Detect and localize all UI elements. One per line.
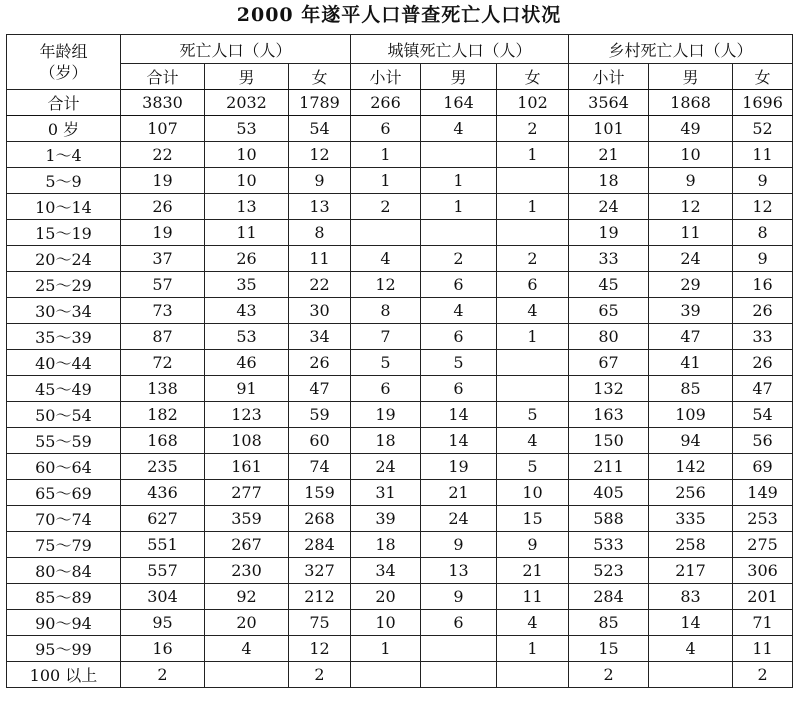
age-group-cell: 80～84: [7, 558, 121, 584]
table-cell: 19: [121, 168, 205, 194]
table-cell: 11: [205, 220, 289, 246]
table-cell: 26: [289, 350, 351, 376]
table-cell: 37: [121, 246, 205, 272]
table-cell: 3564: [569, 90, 649, 116]
table-cell: 327: [289, 558, 351, 584]
table-cell: 80: [569, 324, 649, 350]
table-cell: 21: [569, 142, 649, 168]
table-cell: 26: [733, 350, 793, 376]
table-row: [7, 246, 793, 272]
age-group-cell: 55～59: [7, 428, 121, 454]
table-cell: 15: [497, 506, 569, 532]
table-cell: 266: [351, 90, 421, 116]
table-row: [7, 142, 793, 168]
table-cell: 33: [733, 324, 793, 350]
age-group-cell: 60～64: [7, 454, 121, 480]
table-cell: 551: [121, 532, 205, 558]
table-cell: 523: [569, 558, 649, 584]
subheader-rural-male: 男: [649, 64, 733, 90]
table-cell: 159: [289, 480, 351, 506]
age-group-cell: 70～74: [7, 506, 121, 532]
table-cell: 26: [205, 246, 289, 272]
table-cell: 12: [733, 194, 793, 220]
table-row: [7, 168, 793, 194]
table-cell: 19: [569, 220, 649, 246]
table-body: [7, 90, 793, 688]
table-cell: 277: [205, 480, 289, 506]
table-cell: 1789: [289, 90, 351, 116]
table-cell: 405: [569, 480, 649, 506]
table-cell: [421, 142, 497, 168]
table-cell: 7: [351, 324, 421, 350]
table-cell: 11: [289, 246, 351, 272]
table-cell: 123: [205, 402, 289, 428]
table-cell: 10: [205, 168, 289, 194]
table-cell: 2: [421, 246, 497, 272]
table-cell: 211: [569, 454, 649, 480]
age-group-cell: 40～44: [7, 350, 121, 376]
table-cell: 22: [289, 272, 351, 298]
table-row: [7, 532, 793, 558]
age-group-cell: 10～14: [7, 194, 121, 220]
table-cell: 83: [649, 584, 733, 610]
subheader-urban-subtotal: 小计: [351, 64, 421, 90]
table-cell: 18: [351, 532, 421, 558]
table-cell: 20: [205, 610, 289, 636]
table-cell: 67: [569, 350, 649, 376]
table-cell: 30: [289, 298, 351, 324]
table-cell: 53: [205, 324, 289, 350]
subheader-total: 合计: [121, 64, 205, 90]
table-cell: 49: [649, 116, 733, 142]
table-cell: 53: [205, 116, 289, 142]
table-cell: 108: [205, 428, 289, 454]
table-cell: 9: [421, 584, 497, 610]
table-cell: 533: [569, 532, 649, 558]
table-row: [7, 194, 793, 220]
table-cell: 4: [205, 636, 289, 662]
table-cell: 1: [351, 142, 421, 168]
table-cell: 11: [497, 584, 569, 610]
table-cell: 256: [649, 480, 733, 506]
table-row: [7, 298, 793, 324]
table-cell: 335: [649, 506, 733, 532]
table-cell: 6: [351, 376, 421, 402]
age-group-cell: 50～54: [7, 402, 121, 428]
table-cell: 18: [569, 168, 649, 194]
subheader-urban-female: 女: [497, 64, 569, 90]
table-cell: 436: [121, 480, 205, 506]
table-cell: 1: [421, 168, 497, 194]
age-group-cell: 95～99: [7, 636, 121, 662]
table-cell: 253: [733, 506, 793, 532]
table-cell: 85: [649, 376, 733, 402]
table-cell: 12: [649, 194, 733, 220]
table-cell: 6: [421, 272, 497, 298]
table-cell: 92: [205, 584, 289, 610]
table-cell: [497, 376, 569, 402]
table-cell: 19: [421, 454, 497, 480]
table-cell: 268: [289, 506, 351, 532]
table-cell: 16: [733, 272, 793, 298]
table-cell: [421, 636, 497, 662]
table-cell: 39: [351, 506, 421, 532]
table-cell: 22: [121, 142, 205, 168]
table-cell: 109: [649, 402, 733, 428]
table-cell: 275: [733, 532, 793, 558]
table-cell: 201: [733, 584, 793, 610]
table-cell: 306: [733, 558, 793, 584]
subheader-rural-subtotal: 小计: [569, 64, 649, 90]
table-cell: 102: [497, 90, 569, 116]
table-cell: 138: [121, 376, 205, 402]
table-cell: 235: [121, 454, 205, 480]
table-cell: 73: [121, 298, 205, 324]
age-group-cell: 1～4: [7, 142, 121, 168]
urban-deaths-header: 城镇死亡人口（人）: [351, 35, 569, 64]
table-cell: 14: [421, 402, 497, 428]
age-group-cell: 45～49: [7, 376, 121, 402]
table-cell: 1: [497, 142, 569, 168]
table-cell: 10: [649, 142, 733, 168]
subheader-urban-male: 男: [421, 64, 497, 90]
table-cell: 12: [289, 636, 351, 662]
table-cell: 4: [421, 116, 497, 142]
table-cell: 52: [733, 116, 793, 142]
table-cell: 13: [421, 558, 497, 584]
table-cell: 1: [497, 636, 569, 662]
table-cell: 6: [421, 610, 497, 636]
table-cell: 47: [649, 324, 733, 350]
subheader-female: 女: [289, 64, 351, 90]
table-cell: [205, 662, 289, 688]
table-cell: 14: [421, 428, 497, 454]
table-cell: 8: [351, 298, 421, 324]
table-cell: 6: [497, 272, 569, 298]
table-row: [7, 376, 793, 402]
table-cell: 24: [569, 194, 649, 220]
table-cell: 182: [121, 402, 205, 428]
age-group-header: [7, 35, 121, 90]
table-cell: 627: [121, 506, 205, 532]
table-cell: 47: [289, 376, 351, 402]
table-cell: 69: [733, 454, 793, 480]
table-cell: 2032: [205, 90, 289, 116]
table-cell: [421, 220, 497, 246]
table-cell: 94: [649, 428, 733, 454]
table-row: [7, 324, 793, 350]
table-cell: 284: [569, 584, 649, 610]
table-cell: 13: [205, 194, 289, 220]
table-cell: 304: [121, 584, 205, 610]
table-cell: 132: [569, 376, 649, 402]
table-cell: 142: [649, 454, 733, 480]
table-cell: 57: [121, 272, 205, 298]
age-group-cell: 20～24: [7, 246, 121, 272]
table-row: [7, 480, 793, 506]
total-row: [7, 90, 793, 116]
table-cell: 8: [289, 220, 351, 246]
table-cell: 19: [121, 220, 205, 246]
table-cell: 5: [421, 350, 497, 376]
table-cell: 29: [649, 272, 733, 298]
table-row: [7, 558, 793, 584]
table-cell: 2: [351, 194, 421, 220]
table-cell: 20: [351, 584, 421, 610]
table-cell: 1: [497, 194, 569, 220]
table-cell: 10: [351, 610, 421, 636]
table-cell: 9: [421, 532, 497, 558]
table-cell: 45: [569, 272, 649, 298]
table-cell: 41: [649, 350, 733, 376]
table-cell: 35: [205, 272, 289, 298]
table-cell: 47: [733, 376, 793, 402]
table-cell: 3830: [121, 90, 205, 116]
table-cell: [351, 220, 421, 246]
table-cell: 21: [421, 480, 497, 506]
table-cell: 72: [121, 350, 205, 376]
table-cell: 87: [121, 324, 205, 350]
table-cell: 26: [121, 194, 205, 220]
table-cell: 4: [649, 636, 733, 662]
table-row: [7, 662, 793, 688]
table-cell: 6: [351, 116, 421, 142]
age-group-cell: 合计: [7, 90, 121, 116]
table-cell: 9: [649, 168, 733, 194]
table-cell: 101: [569, 116, 649, 142]
table-row: [7, 636, 793, 662]
table-cell: 9: [289, 168, 351, 194]
table-cell: 46: [205, 350, 289, 376]
table-cell: 18: [351, 428, 421, 454]
table-row: [7, 454, 793, 480]
table-cell: 75: [289, 610, 351, 636]
table-cell: 6: [421, 376, 497, 402]
table-cell: [497, 662, 569, 688]
table-cell: [649, 662, 733, 688]
table-cell: 149: [733, 480, 793, 506]
table-cell: 16: [121, 636, 205, 662]
table-cell: 85: [569, 610, 649, 636]
table-cell: 4: [351, 246, 421, 272]
table-cell: 34: [351, 558, 421, 584]
table-cell: 15: [569, 636, 649, 662]
death-population-table: [6, 34, 793, 688]
table-cell: 212: [289, 584, 351, 610]
table-cell: 1: [497, 324, 569, 350]
table-cell: 8: [733, 220, 793, 246]
table-cell: 21: [497, 558, 569, 584]
table-cell: 43: [205, 298, 289, 324]
table-cell: 11: [733, 636, 793, 662]
table-cell: 5: [497, 402, 569, 428]
table-cell: 14: [649, 610, 733, 636]
table-cell: 2: [569, 662, 649, 688]
table-row: [7, 402, 793, 428]
table-cell: 24: [649, 246, 733, 272]
age-group-cell: 15～19: [7, 220, 121, 246]
table-row: [7, 350, 793, 376]
table-cell: 2: [289, 662, 351, 688]
table-cell: 33: [569, 246, 649, 272]
rural-deaths-header: 乡村死亡人口（人）: [569, 35, 793, 64]
table-cell: 4: [497, 298, 569, 324]
table-row: [7, 610, 793, 636]
table-cell: 4: [497, 610, 569, 636]
subheader-male: 男: [205, 64, 289, 90]
table-cell: 9: [733, 246, 793, 272]
table-row: [7, 506, 793, 532]
table-cell: 163: [569, 402, 649, 428]
table-cell: 230: [205, 558, 289, 584]
table-cell: 267: [205, 532, 289, 558]
table-cell: 26: [733, 298, 793, 324]
table-cell: 168: [121, 428, 205, 454]
table-cell: 2: [497, 116, 569, 142]
table-cell: 13: [289, 194, 351, 220]
table-cell: [497, 350, 569, 376]
table-cell: 60: [289, 428, 351, 454]
table-cell: 71: [733, 610, 793, 636]
table-cell: 284: [289, 532, 351, 558]
table-cell: 54: [289, 116, 351, 142]
table-cell: 150: [569, 428, 649, 454]
table-cell: 107: [121, 116, 205, 142]
table-row: [7, 584, 793, 610]
table-cell: 65: [569, 298, 649, 324]
table-cell: 19: [351, 402, 421, 428]
table-cell: 12: [289, 142, 351, 168]
table-cell: [497, 168, 569, 194]
table-cell: 1696: [733, 90, 793, 116]
table-cell: 10: [497, 480, 569, 506]
table-cell: 4: [497, 428, 569, 454]
table-cell: 54: [733, 402, 793, 428]
age-group-cell: 100 以上: [7, 662, 121, 688]
age-group-cell: 30～34: [7, 298, 121, 324]
table-cell: 5: [497, 454, 569, 480]
table-cell: 557: [121, 558, 205, 584]
table-cell: 34: [289, 324, 351, 350]
table-cell: 24: [421, 506, 497, 532]
table-cell: 1: [351, 168, 421, 194]
table-cell: 1: [351, 636, 421, 662]
table-cell: 1868: [649, 90, 733, 116]
age-group-cell: 85～89: [7, 584, 121, 610]
table-cell: [351, 662, 421, 688]
total-deaths-header: 死亡人口（人）: [121, 35, 351, 64]
table-cell: 9: [733, 168, 793, 194]
table-cell: 74: [289, 454, 351, 480]
table-cell: 4: [421, 298, 497, 324]
table-cell: 164: [421, 90, 497, 116]
subheader-rural-female: 女: [733, 64, 793, 90]
table-cell: 11: [649, 220, 733, 246]
age-group-cell: 75～79: [7, 532, 121, 558]
table-row: [7, 272, 793, 298]
table-row: [7, 220, 793, 246]
table-cell: 2: [121, 662, 205, 688]
age-group-cell: 25～29: [7, 272, 121, 298]
age-group-cell: 5～9: [7, 168, 121, 194]
table-cell: 56: [733, 428, 793, 454]
table-cell: 24: [351, 454, 421, 480]
table-cell: [421, 662, 497, 688]
table-cell: 588: [569, 506, 649, 532]
table-cell: 31: [351, 480, 421, 506]
table-row: [7, 428, 793, 454]
table-cell: 10: [205, 142, 289, 168]
table-cell: 12: [351, 272, 421, 298]
table-cell: 11: [733, 142, 793, 168]
table-cell: 5: [351, 350, 421, 376]
table-cell: 91: [205, 376, 289, 402]
table-cell: 6: [421, 324, 497, 350]
table-cell: 2: [733, 662, 793, 688]
table-cell: 95: [121, 610, 205, 636]
table-cell: 217: [649, 558, 733, 584]
age-group-cell: 65～69: [7, 480, 121, 506]
table-cell: 359: [205, 506, 289, 532]
table-cell: 39: [649, 298, 733, 324]
table-cell: 161: [205, 454, 289, 480]
age-group-cell: 90～94: [7, 610, 121, 636]
table-cell: 1: [421, 194, 497, 220]
age-group-cell: 35～39: [7, 324, 121, 350]
table-cell: 59: [289, 402, 351, 428]
age-group-cell: 0 岁: [7, 116, 121, 142]
table-row: [7, 116, 793, 142]
table-cell: 2: [497, 246, 569, 272]
table-title: 2000 年遂平人口普查死亡人口状况: [236, 4, 562, 26]
age-group-header-label: 年龄组 （岁）: [39, 42, 88, 82]
table-cell: 9: [497, 532, 569, 558]
table-cell: [497, 220, 569, 246]
table-cell: 258: [649, 532, 733, 558]
